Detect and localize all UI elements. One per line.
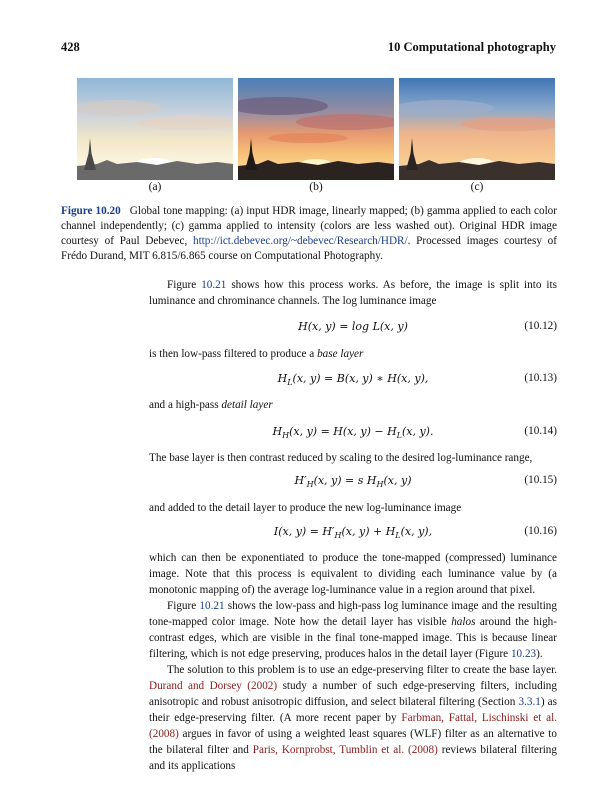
page-number: 428 bbox=[61, 40, 80, 54]
figure-ref-2[interactable]: 10.23 bbox=[510, 648, 537, 660]
equation-formula: $H'_H(x$, y) = s $H_H(x$, y) bbox=[294, 474, 412, 490]
equation-10-15 bbox=[149, 474, 557, 490]
paragraph-1: Figure 10.21 shows how this process works. As before, the image is split into its luminance and chrominance channels. The log luminance image bbox=[149, 279, 557, 307]
figure-image-a bbox=[77, 78, 233, 180]
equation-number: (10.14) bbox=[524, 425, 557, 437]
caption-label: Figure 10.20 bbox=[61, 205, 121, 217]
paragraph-2: is then low-pass filtered to produce a base layer bbox=[149, 348, 364, 360]
paragraph-7: Figure 10.21 shows the low-pass and high-pass log luminance image and the resulting tone-mapped color image. Note how the detail layer has visible halos around the high-contrast edges, which are visible in the final tone-mapped image. This is because linear filtering, which is not edge preserving, produces halos in the detail layer (Figure 10.23). bbox=[149, 600, 557, 660]
paragraph-6: which can then be exponentiated to produce the tone-mapped (compressed) luminance image. Note that this process is equivalent to dividing each luminance value by (a monotonic mapping of) the average log-luminance value in a region around that pixel. bbox=[149, 552, 557, 596]
caption-text: Global tone mapping: (a) input HDR image, linearly mapped; (b) gamma applied to each color channel independently; (c) gamma applied to intensity (colors are less washed out). Original HDR image courtesy of Paul Debevec, bbox=[61, 205, 557, 247]
equation-number: (10.16) bbox=[524, 525, 557, 537]
paragraph-3: and a high-pass detail layer bbox=[149, 399, 273, 411]
subfigure-label-a: (a) bbox=[148, 181, 162, 193]
figure-image-b bbox=[238, 78, 394, 180]
paragraph-8: The solution to this problem is to use an edge-preserving filter to create the base layer. Durand and Dorsey (2002) study a number of such edge-preserving filters, including anisotropic and robust anisotropic diffusion, and select bilateral filtering (Section 3.3.1) as their edge-preserving filter. (A more recent paper by Farbman, Fattal, Lischinski et al. (2008) argues in favor of using a weighted least squares (WLF) filter as an alternative to the bilateral filter and Paris, Kornprobst, Tumblin et al. (2008) reviews bilateral filtering and its applications bbox=[149, 664, 558, 772]
equation-number: (10.15) bbox=[524, 474, 557, 486]
equation-number: (10.12) bbox=[524, 320, 557, 332]
subfigure-label-b: (b) bbox=[309, 181, 323, 193]
figure-image-c bbox=[399, 78, 555, 180]
figure-ref[interactable]: 10.21 bbox=[199, 600, 225, 612]
subfigure-label-c: (c) bbox=[470, 181, 484, 193]
equation-formula: $H_L(x$, y) = B(x, y) ∗ H(x, y), bbox=[277, 372, 429, 388]
paragraph-5: and added to the detail layer to produce the new log-luminance image bbox=[149, 502, 462, 514]
figure-ref[interactable]: 10.21 bbox=[201, 279, 227, 291]
equation-10-12 bbox=[149, 320, 557, 336]
equation-formula: $H_H(x$, y) = H(x, $y) - H_L(x$, y). bbox=[272, 425, 434, 441]
equation-10-13 bbox=[149, 372, 557, 388]
figure-caption bbox=[61, 204, 557, 264]
equation-formula: H(x, y) = log L(x, y) bbox=[298, 320, 408, 333]
equation-10-14 bbox=[149, 425, 557, 441]
equation-10-16 bbox=[149, 525, 557, 541]
citation-durand-dorsey[interactable]: Durand and Dorsey (2002) bbox=[149, 680, 278, 692]
citation-farbman[interactable]: Farbman, Fattal, Lischinski et al. (2008) bbox=[149, 712, 557, 740]
equation-formula: I(x, $y) = H'_H(x$, $y) + H_L(x$, y), bbox=[273, 525, 433, 541]
chapter-title: 10 Computational photography bbox=[387, 40, 556, 54]
running-header bbox=[61, 40, 556, 56]
citation-paris[interactable]: Paris, Kornprobst, Tumblin et al. (2008) bbox=[252, 744, 438, 756]
equation-number: (10.13) bbox=[524, 372, 557, 384]
paragraph-4: The base layer is then contrast reduced by scaling to the desired log-luminance range, bbox=[149, 452, 533, 464]
caption-text-end: . Processed images courtesy of Frédo Durand, MIT 6.815/6.865 course on Computational Photography. bbox=[61, 235, 557, 262]
section-ref[interactable]: 3.3.1 bbox=[518, 696, 541, 708]
caption-link[interactable]: http://ict.debevec.org/~debevec/Research/HDR/ bbox=[192, 235, 408, 247]
